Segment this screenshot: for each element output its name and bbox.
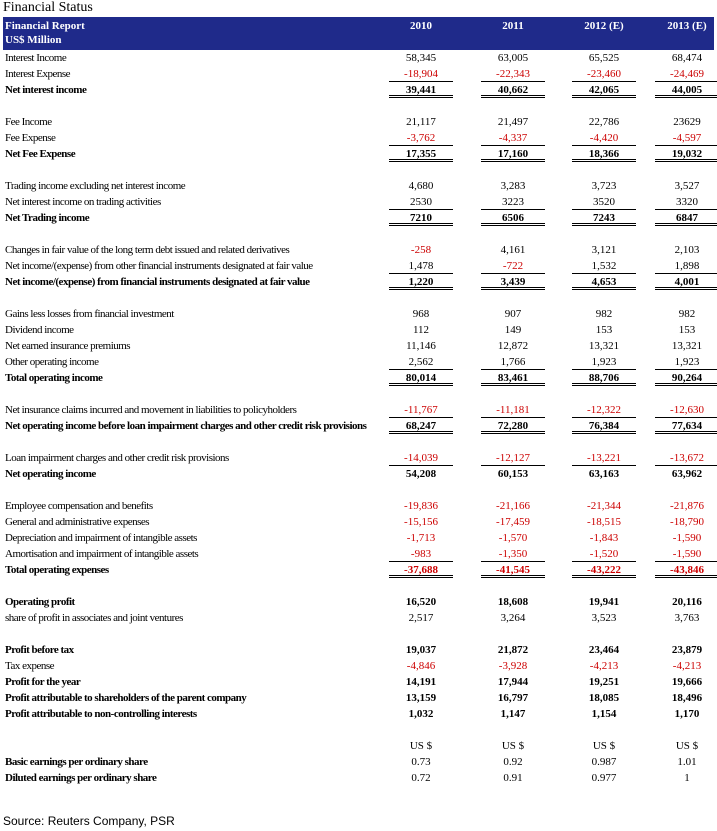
row-label: Net interest income on trading activities [5,196,161,208]
cell-value: 18,366 [572,146,636,162]
cell-value: 19,037 [405,644,437,656]
table-row [3,322,714,338]
cell-value: 1 [684,772,690,784]
cell-value: -1,520 [572,546,636,562]
cell-value: 7210 [389,210,453,226]
cell-value: 0.977 [591,772,617,784]
cell-value: 20,116 [672,596,702,608]
spacer-row [3,386,714,402]
row-label: Net income/(expense) from other financial instruments designated at fair value [5,260,313,272]
cell-value: 1,032 [408,708,434,720]
row-label: Net insurance claims incurred and movement in liabilities to policyholders [5,404,297,416]
cell-value: 2,103 [674,244,700,256]
year-2013e: 2013 (E) [667,20,707,32]
table-row [3,114,714,130]
row-label: Interest Income [5,52,67,64]
spacer-row [3,482,714,498]
row-label: Fee Expense [5,132,56,144]
cell-value: 4,680 [408,180,434,192]
cell-value: -4,420 [572,130,636,146]
cell-value: 2,562 [389,354,453,370]
cell-value: 19,251 [588,676,620,688]
cell-value: 1,898 [655,258,717,274]
cell-value: 1,220 [389,274,453,290]
cell-value: 2,517 [408,612,434,624]
cell-value: 17,355 [389,146,453,162]
cell-value: -17,459 [496,516,530,528]
cell-value: US $ [501,740,525,752]
cell-value: -13,672 [655,450,717,466]
cell-value: 42,065 [572,82,636,98]
table-row [3,754,714,770]
cell-value: 76,384 [572,418,636,434]
cell-value: 58,345 [405,52,437,64]
row-label: Employee compensation and benefits [5,500,153,512]
cell-value: 2530 [389,194,453,210]
cell-value: 1.01 [677,756,697,768]
cell-value: 968 [412,308,430,320]
row-label: Other operating income [5,356,99,368]
cell-value: 11,146 [406,340,436,352]
row-label: Profit attributable to non-controlling interests [5,708,197,720]
row-label: Fee Income [5,116,52,128]
cell-value: 3,439 [481,274,545,290]
year-2011: 2011 [502,20,524,32]
cell-value: -11,181 [481,402,545,418]
cell-value: -18,790 [670,516,704,528]
cell-value: -23,460 [572,66,636,82]
cell-value: 65,525 [588,52,620,64]
cell-value: -37,688 [389,562,453,578]
cell-value: 149 [504,324,522,336]
cell-value: 16,797 [497,692,529,704]
cell-value: 3520 [572,194,636,210]
spacer-row [3,290,714,306]
table-row [3,306,714,322]
table-row [3,50,714,66]
cell-value: -43,846 [655,562,717,578]
cell-value: -24,469 [655,66,717,82]
row-label: Tax expense [5,660,55,672]
cell-value: 13,321 [588,340,620,352]
cell-value: -18,904 [389,66,453,82]
cell-value: 3,264 [500,612,526,624]
cell-value: 39,441 [389,82,453,98]
table-row [3,674,714,690]
cell-value: -1,590 [655,546,717,562]
cell-value: -14,039 [389,450,453,466]
table-row [3,402,714,418]
spacer-row [3,434,714,450]
cell-value: 1,170 [674,708,700,720]
table-row [3,498,714,514]
table-row [3,82,714,98]
cell-value: -4,337 [481,130,545,146]
row-label: Diluted earnings per ordinary share [5,772,157,784]
cell-value: -1,590 [672,532,702,544]
cell-value: US $ [675,740,699,752]
row-label: General and administrative expenses [5,516,150,528]
cell-value: 54,208 [405,468,437,480]
cell-value: 1,532 [572,258,636,274]
cell-value: 0.91 [503,772,523,784]
row-label: Basic earnings per ordinary share [5,756,148,768]
table-row [3,66,714,82]
cell-value: 63,962 [671,468,703,480]
table-row [3,450,714,466]
row-label: Operating profit [5,596,75,608]
financial-table [3,17,714,786]
table-row [3,466,714,482]
cell-value: -12,630 [655,402,717,418]
cell-value: 23,879 [671,644,703,656]
cell-value: 19,666 [671,676,703,688]
table-body [3,50,714,786]
cell-value: 63,163 [588,468,620,480]
cell-value: 0.92 [503,756,523,768]
year-2010: 2010 [410,20,432,32]
cell-value: 1,766 [481,354,545,370]
cell-value: -43,222 [572,562,636,578]
cell-value: 3,723 [591,180,617,192]
cell-value: 23629 [673,116,701,128]
cell-value: 18,085 [588,692,620,704]
cell-value: 18,608 [497,596,529,608]
cell-value: -11,767 [389,402,453,418]
cell-value: 17,160 [481,146,545,162]
table-row [3,370,714,386]
cell-value: -12,322 [572,402,636,418]
cell-value: 982 [678,308,696,320]
table-row [3,130,714,146]
cell-value: 1,154 [591,708,617,720]
cell-value: 13,321 [671,340,703,352]
cell-value: -15,156 [404,516,438,528]
row-label: Loan impairment charges and other credit risk provisions [5,452,229,464]
cell-value: 3,527 [674,180,700,192]
row-label: Profit attributable to shareholders of the parent company [5,692,247,704]
row-label: Net earned insurance premiums [5,340,131,352]
cell-value: -21,344 [587,500,621,512]
cell-value: 68,474 [671,52,703,64]
cell-value: 6847 [655,210,717,226]
table-row [3,562,714,578]
cell-value: -13,221 [572,450,636,466]
row-label: Trading income excluding net interest income [5,180,186,192]
cell-value: -19,836 [404,500,438,512]
table-row [3,514,714,530]
row-label: Dividend income [5,324,74,336]
row-label: Depreciation and impairment of intangible assets [5,532,197,544]
spacer-row [3,162,714,178]
table-row [3,738,714,754]
cell-value: 907 [504,308,522,320]
cell-value: 7243 [572,210,636,226]
cell-value: 60,153 [497,468,529,480]
spacer-row [3,722,714,738]
row-label: Changes in fair value of the long term debt issued and related derivatives [5,244,290,256]
table-row [3,770,714,786]
cell-value: 3,283 [500,180,526,192]
row-label: Gains less losses from financial investment [5,308,174,320]
row-label: Total operating expenses [5,564,109,576]
cell-value: US $ [409,740,433,752]
table-row [3,258,714,274]
header-label-line1: Financial Report [5,20,85,32]
cell-value: -4,213 [589,660,619,672]
cell-value: -18,515 [587,516,621,528]
cell-value: -21,166 [496,500,530,512]
row-label: Net operating income [5,468,96,480]
cell-value: 1,923 [655,354,717,370]
cell-value: 13,159 [405,692,437,704]
cell-value: 1,147 [500,708,526,720]
cell-value: 0.72 [411,772,431,784]
cell-value: -1,570 [498,532,528,544]
table-row [3,658,714,674]
cell-value: -983 [389,546,453,562]
cell-value: 22,786 [588,116,620,128]
cell-value: 112 [412,324,430,336]
page-title: Financial Status [3,0,93,15]
cell-value: 14,191 [405,676,437,688]
cell-value: -3,928 [498,660,528,672]
row-label: Net Fee Expense [5,148,76,160]
cell-value: 1,478 [389,258,453,274]
cell-value: -41,545 [481,562,545,578]
cell-value: 17,944 [497,676,529,688]
table-row [3,178,714,194]
row-label: Net income/(expense) from financial instruments designated at fair value [5,276,310,288]
cell-value: 4,001 [655,274,717,290]
cell-value: -3,762 [389,130,453,146]
cell-value: -1,713 [406,532,436,544]
cell-value: US $ [592,740,616,752]
cell-value: 21,872 [497,644,529,656]
cell-value: 21,117 [406,116,436,128]
year-2012e: 2012 (E) [584,20,624,32]
cell-value: 40,662 [481,82,545,98]
spacer-row [3,626,714,642]
cell-value: -722 [481,258,545,274]
cell-value: -21,876 [670,500,704,512]
cell-value: -4,213 [672,660,702,672]
spacer-row [3,98,714,114]
table-row [3,354,714,370]
row-label: Net Trading income [5,212,90,224]
table-row [3,594,714,610]
cell-value: 153 [595,324,613,336]
cell-value: 88,706 [572,370,636,386]
table-row [3,530,714,546]
cell-value: 90,264 [655,370,717,386]
cell-value: -22,343 [481,66,545,82]
cell-value: 153 [678,324,696,336]
row-label: Profit for the year [5,676,81,688]
cell-value: 3,763 [674,612,700,624]
table-row [3,274,714,290]
source-note: Source: Reuters Company, PSR [3,814,175,828]
cell-value: 21,497 [497,116,529,128]
cell-value: -4,846 [406,660,436,672]
cell-value: 0.73 [411,756,431,768]
table-row [3,210,714,226]
spacer-row [3,578,714,594]
cell-value: 77,634 [655,418,717,434]
table-row [3,706,714,722]
cell-value: 19,032 [655,146,717,162]
cell-value: 63,005 [497,52,529,64]
row-label: Net operating income before loan impairment charges and other credit risk provisions [5,420,367,432]
row-label: Profit before tax [5,644,74,656]
cell-value: -258 [410,244,432,256]
cell-value: 982 [595,308,613,320]
cell-value: 6506 [481,210,545,226]
cell-value: 3,523 [591,612,617,624]
cell-value: 44,005 [655,82,717,98]
cell-value: 1,923 [572,354,636,370]
table-row [3,610,714,626]
cell-value: 83,461 [481,370,545,386]
cell-value: 72,280 [481,418,545,434]
cell-value: 12,872 [497,340,529,352]
row-label: Total operating income [5,372,103,384]
table-row [3,338,714,354]
cell-value: 3223 [481,194,545,210]
row-label: Interest Expense [5,68,70,80]
cell-value: 80,014 [389,370,453,386]
cell-value: -4,597 [655,130,717,146]
cell-value: 19,941 [588,596,620,608]
table-header [3,17,714,50]
table-row [3,418,714,434]
cell-value: 4,653 [572,274,636,290]
row-label: share of profit in associates and joint ventures [5,612,183,624]
cell-value: 68,247 [389,418,453,434]
cell-value: 16,520 [405,596,437,608]
cell-value: -1,350 [481,546,545,562]
cell-value: 4,161 [500,244,526,256]
table-row [3,642,714,658]
row-label: Amortisation and impairment of intangible assets [5,548,199,560]
table-row [3,146,714,162]
cell-value: 18,496 [671,692,703,704]
cell-value: 3,121 [591,244,617,256]
spacer-row [3,226,714,242]
table-row [3,242,714,258]
header-label-line2: US$ Million [5,34,62,46]
cell-value: -1,843 [589,532,619,544]
row-label: Net interest income [5,84,87,96]
table-row [3,546,714,562]
cell-value: -12,127 [481,450,545,466]
cell-value: 23,464 [588,644,620,656]
header-label [5,19,85,47]
cell-value: 3320 [655,194,717,210]
table-row [3,690,714,706]
cell-value: 0.987 [591,756,617,768]
table-row [3,194,714,210]
